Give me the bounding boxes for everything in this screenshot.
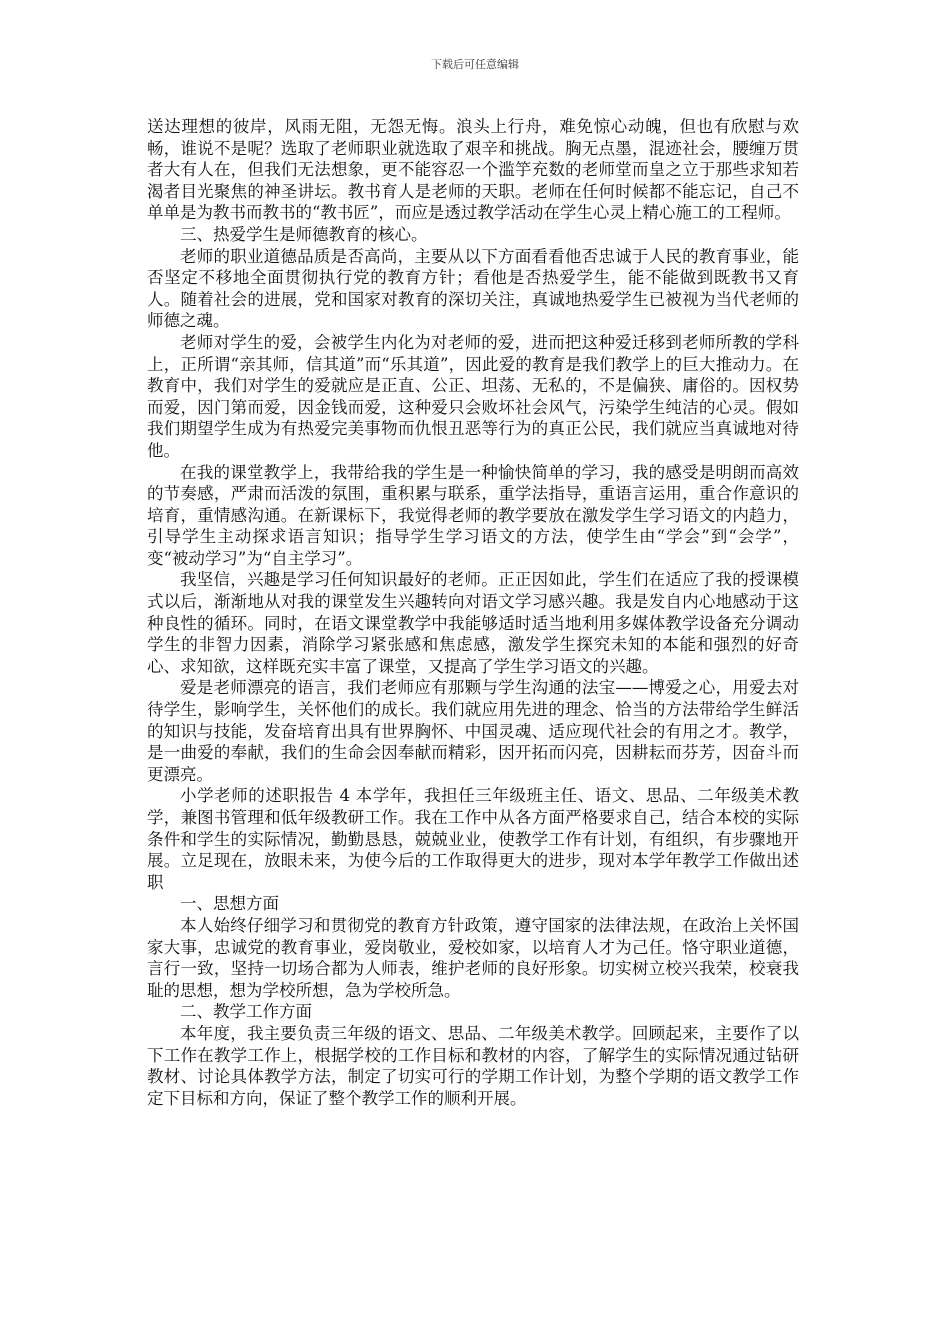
- paragraph: 小学老师的述职报告 4 本学年，我担任三年级班主任、语文、思品、二年级美术教学，兼图书管理和低年级教研工作。我在工作中从各方面严格要求自己，结合本校的实际条件和学生的实际情况，勤勤恳恳，兢兢业业，使教学工作有计划，有组织，有步骤地开展。立足现在，放眼未来，为使今后的工作取得更大的进步，现对本学年教学工作做出述职: [147, 786, 799, 892]
- paragraph: 送达理想的彼岸，风雨无阻，无怨无悔。浪头上行舟，难免惊心动魄，但也有欣慰与欢畅，谁说不是呢？选取了老师职业就选取了艰辛和挑战。胸无点墨，混迹社会，腰缠万贯者大有人在，但我们无法想象，更不能容忍一个滥竽充数的老师堂而皇之立于那些求知若渴者目光聚焦的神圣讲坛。教书育人是老师的天职。老师在任何时候都不能忘记，自己不单单是为教书而教书的“教书匠”，而应是透过教学活动在学生心灵上精心施工的工程师。: [147, 117, 799, 223]
- section-heading: 三、热爱学生是师德教育的核心。: [180, 224, 428, 244]
- paragraph: 在我的课堂教学上，我带给我的学生是一种愉快简单的学习，我的感受是明朗而高效的节奏感，严肃而活泼的氛围，重积累与联系，重学法指导，重语言运用，重合作意识的培育，重情感沟通。在新课标下，我觉得老师的教学要放在激发学生学习语文的内趋力，引导学生主动探求语言知识；指导学生学习语文的方法，使学生由“学会”到“会学”，变“被动学习”为“自主学习”。: [147, 462, 799, 568]
- paragraph: 本年度，我主要负责三年级的语文、思品、二年级美术教学。回顾起来，主要作了以下工作在教学工作上，根据学校的工作目标和教材的内容，了解学生的实际情况通过钻研教材、讨论具体教学方法，制定了切实可行的学期工作计划，为整个学期的语文教学工作定下目标和方向，保证了整个教学工作的顺利开展。: [147, 1023, 799, 1108]
- paragraph: 老师的职业道德品质是否高尚，主要从以下方面看看他否忠诚于人民的教育事业，能否坚定不移地全面贯彻执行党的教育方针；看他是否热爱学生，能不能做到既教书又育人。随着社会的进展，党和国家对教育的深切关注，真诚地热爱学生已被视为当代老师的师德之魂。: [147, 246, 799, 331]
- page-header: 下载后可任意编辑: [431, 58, 519, 71]
- paragraph: 我坚信，兴趣是学习任何知识最好的老师。正正因如此，学生们在适应了我的授课模式以后，渐渐地从对我的课堂发生兴趣转向对语文学习感兴趣。我是发自内心地感动于这种良性的循环。同时，在语文课堂教学中我能够适时适当地利用多媒体教学设备充分调动学生的非智力因素，消除学习紧张感和焦虑感，激发学生探究未知的本能和强烈的好奇心、求知欲，这样既充实丰富了课堂，又提高了学生学习语文的兴趣。: [147, 570, 799, 676]
- section-heading: 二、教学工作方面: [180, 1002, 312, 1022]
- section-heading: 一、思想方面: [180, 894, 279, 914]
- paragraph: 本人始终仔细学习和贯彻党的教育方针政策，遵守国家的法律法规，在政治上关怀国家大事，忠诚党的教育事业，爱岗敬业，爱校如家，以培育人才为己任。恪守职业道德，言行一致，坚持一切场合都为人师表，维护老师的良好形象。切实树立校兴我荣，校衰我耻的思想，想为学校所想，急为学校所急。: [147, 915, 799, 1000]
- paragraph: 爱是老师漂亮的语言，我们老师应有那颗与学生沟通的法宝——博爱之心，用爱去对待学生，影响学生，关怀他们的成长。我们就应用先进的理念、恰当的方法带给学生鲜活的知识与技能，发奋培育出具有世界胸怀、中国灵魂、适应现代社会的有用之才。教学，是一曲爱的奉献，我们的生命会因奉献而精彩，因开拓而闪亮，因耕耘而芬芳，因奋斗而更漂亮。: [147, 678, 799, 784]
- document-body: [147, 116, 799, 1109]
- paragraph: 老师对学生的爱，会被学生内化为对老师的爱，进而把这种爱迁移到老师所教的学科上，正所谓“亲其师，信其道”而“乐其道”，因此爱的教育是我们教学上的巨大推动力。在教育中，我们对学生的爱就应是正直、公正、坦荡、无私的，不是偏狭、庸俗的。因权势而爱，因门第而爱，因金钱而爱，这种爱只会败坏社会风气，污染学生纯洁的心灵。假如我们期望学生成为有热爱完美事物而仇恨丑恶等行为的真正公民，我们就应当真诚地对待他。: [147, 332, 799, 460]
